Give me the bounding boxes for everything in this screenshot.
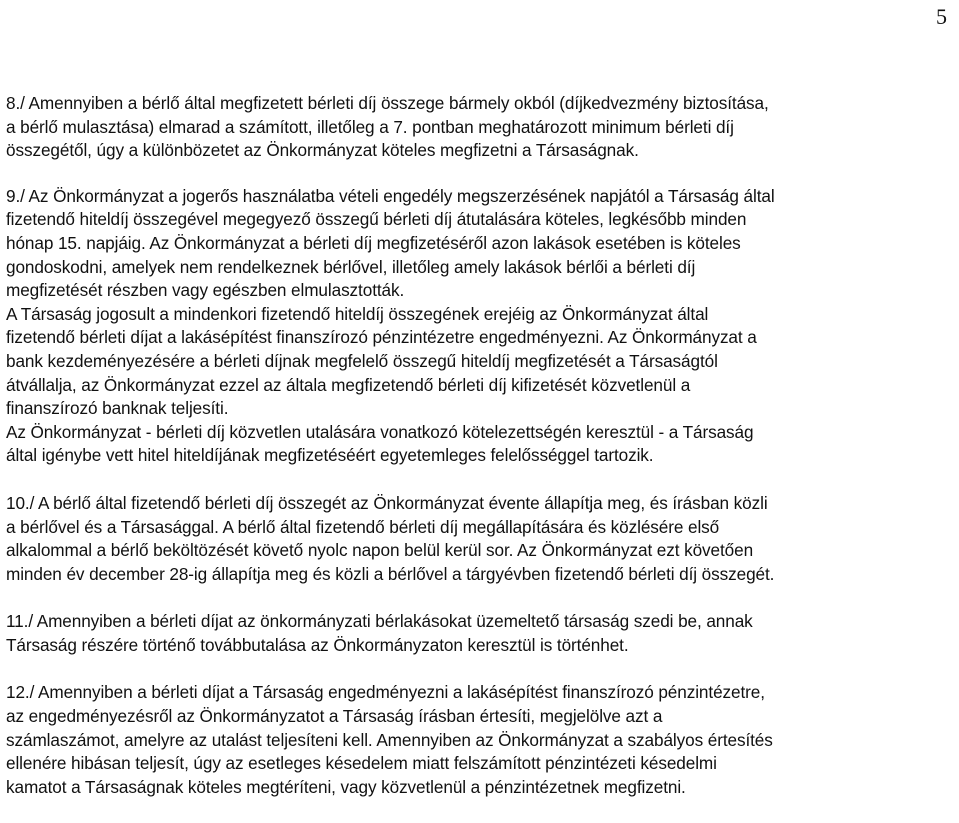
text-line: 9./ Az Önkormányzat a jogerős használatba vételi engedély megszerzésének napjától a Társaság által	[6, 185, 775, 206]
text-line: összegétől, úgy a különbözetet az Önkormányzat köteles megfizetni a Társaságnak.	[6, 140, 639, 161]
paragraph-10	[6, 492, 954, 586]
paragraph-8	[6, 92, 954, 163]
text-line: alkalommal a bérlő beköltözését követő nyolc napon belül kerül sor. Az Önkormányzat ezt követően	[6, 540, 754, 561]
text-line: minden év december 28-ig állapítja meg és közli a bérlővel a tárgyévben fizetendő bérleti díj összegét.	[6, 563, 775, 584]
text-line: bank kezdeményezésére a bérleti díjnak megfelelő összegű hiteldíj megfizetését a Társaságtól	[6, 350, 718, 371]
text-line: 11./ Amennyiben a bérleti díjat az önkormányzati bérlakásokat üzemeltető társaság szedi be, annak	[6, 611, 753, 632]
text-line: ellenére hibásan teljesít, úgy az esetleges késedelem miatt felszámított pénzintézeti késedelmi	[6, 753, 717, 774]
paragraph-9-assignment	[6, 303, 954, 421]
text-line: Társaság részére történő továbbutalása az Önkormányzaton keresztül is történhet.	[6, 634, 629, 655]
text-line: a bérlővel és a Társasággal. A bérlő által fizetendő bérleti díj megállapítására és közlésére első	[6, 516, 720, 537]
text-line: fizetendő bérleti díjat a lakásépítést finanszírozó pénzintézetre engedményezni. Az Önkormányzat a	[6, 327, 757, 348]
paragraph-12	[6, 681, 954, 799]
text-line: hónap 15. napjáig. Az Önkormányzat a bérleti díj megfizetéséről azon lakások esetében is köteles	[6, 232, 741, 253]
text-line: az engedményezésről az Önkormányzatot a Társaság írásban értesíti, megjelölve azt a	[6, 706, 663, 727]
text-line: 12./ Amennyiben a bérleti díjat a Társaság engedményezni a lakásépítést finanszírozó pénzintézetre,	[6, 682, 765, 703]
text-line: átvállalja, az Önkormányzat ezzel az általa megfizetendő bérleti díj kifizetését közvetlenül a	[6, 374, 691, 395]
text-line: finanszírozó banknak teljesíti.	[6, 398, 229, 419]
paragraph-9	[6, 185, 954, 303]
paragraph-11	[6, 610, 954, 657]
text-line: kamatot a Társaságnak köteles megtéríteni, vagy közvetlenül a pénzintézetnek megfizetni.	[6, 776, 686, 797]
page-number: 5	[936, 4, 947, 29]
text-line: 10./ A bérlő által fizetendő bérleti díj összegét az Önkormányzat évente állapítja meg, és írásban közli	[6, 492, 768, 513]
text-line: Az Önkormányzat - bérleti díj közvetlen utalására vonatkozó kötelezettségén keresztül - a Társaság	[6, 421, 754, 442]
text-line: számlaszámot, amelyre az utalást teljesíteni kell. Amennyiben az Önkormányzat a szabályos értesítés	[6, 729, 773, 750]
document-body	[6, 92, 954, 799]
text-line: 8./ Amennyiben a bérlő által megfizetett bérleti díj összege bármely okból (díjkedvezmény biztosítása,	[6, 93, 769, 113]
paragraph-9-liability	[6, 421, 954, 468]
text-line: a bérlő mulasztása) elmarad a számított, illetőleg a 7. pontban meghatározott minimum bérleti díj	[6, 116, 734, 137]
text-line: A Társaság jogosult a mindenkori fizetendő hiteldíj összegének erejéig az Önkormányzat által	[6, 303, 709, 324]
text-line: fizetendő hiteldíj összegével megegyező összegű bérleti díj átutalására köteles, legkésőbb minden	[6, 209, 747, 230]
text-line: által igénybe vett hitel hiteldíjának megfizetéséért egyetemleges felelősséggel tartozik.	[6, 445, 654, 466]
text-line: gondoskodni, amelyek nem rendelkeznek bérlővel, illetőleg amely lakások bérlői a bérleti díj	[6, 256, 696, 277]
text-line: megfizetését részben vagy egészben elmulasztották.	[6, 280, 405, 301]
